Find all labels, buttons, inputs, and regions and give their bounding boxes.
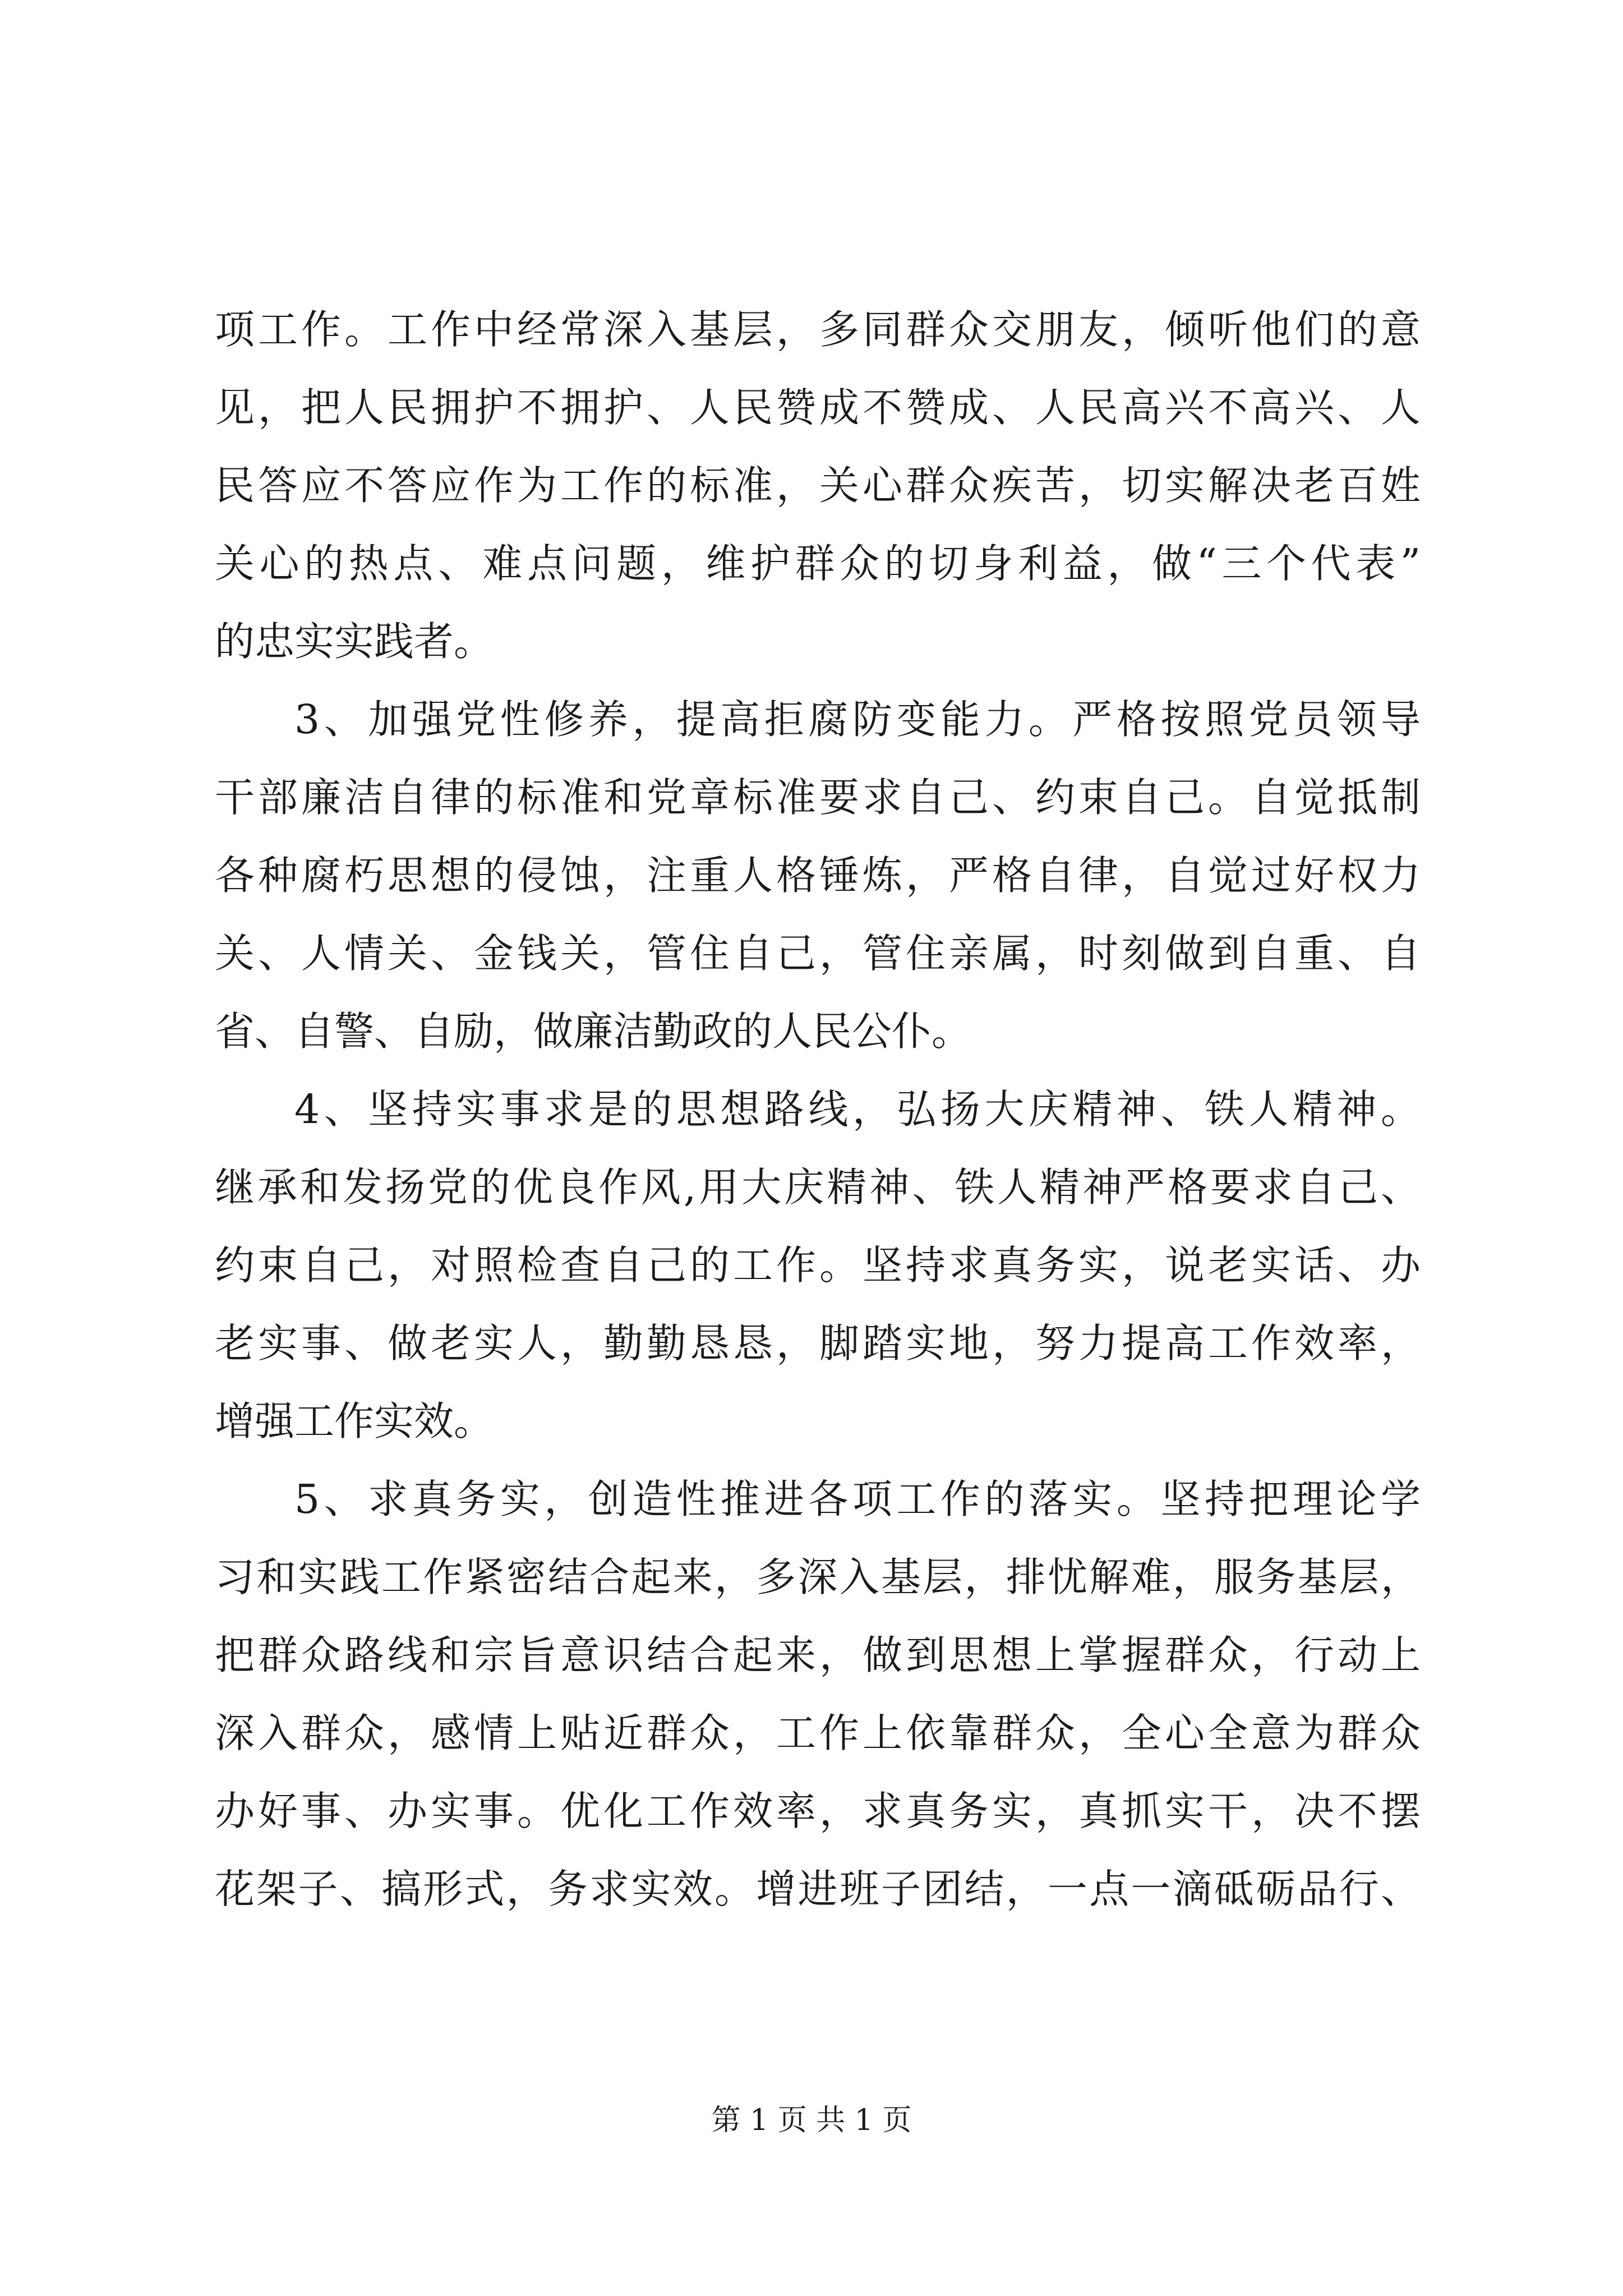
text-line: 4、坚持实事求是的思想路线，弘扬大庆精神、铁人精神。 [294,1086,1421,1133]
text-line: 省、自警、自励，做廉洁勤政的人民公仆。 [215,1008,972,1055]
text-line: 增强工作实效。 [215,1398,494,1444]
text-line: 项工作。工作中经常深入基层，多同群众交朋友，倾听他们的意 [215,306,1421,353]
text-line: 各种腐朽思想的侵蚀，注重人格锤炼，严格自律，自觉过好权力 [215,852,1421,899]
text-line: 深入群众，感情上贴近群众，工作上依靠群众，全心全意为群众 [215,1710,1421,1756]
text-line: 见，把人民拥护不拥护、人民赞成不赞成、人民高兴不高兴、人 [215,384,1421,431]
text-line: 老实事、做老实人，勤勤恳恳，脚踏实地，努力提高工作效率， [215,1320,1421,1366]
text-line: 约束自己，对照检查自己的工作。坚持求真务实，说老实话、办 [215,1242,1421,1289]
page-footer: 第 1 页 共 1 页 [711,2104,912,2137]
text-line: 继承和发扬党的优良作风,用大庆精神、铁人精神严格要求自己、 [215,1164,1421,1211]
text-line: 办好事、办实事。优化工作效率，求真务实，真抓实干，决不摆 [215,1788,1421,1834]
text-line: 关心的热点、难点问题，维护群众的切身利益，做“三个代表” [215,540,1421,587]
text-line: 关、人情关、金钱关，管住自己，管住亲属，时刻做到自重、自 [215,930,1421,977]
text-line: 民答应不答应作为工作的标准，关心群众疾苦，切实解决老百姓 [215,462,1421,509]
text-line: 3、加强党性修养，提高拒腐防变能力。严格按照党员领导 [294,696,1421,743]
text-line: 习和实践工作紧密结合起来，多深入基层，排忧解难，服务基层， [215,1554,1421,1600]
body-text [215,291,1421,1928]
text-line: 干部廉洁自律的标准和党章标准要求自己、约束自己。自觉抵制 [215,774,1421,821]
text-line: 的忠实实践者。 [215,618,494,665]
text-line: 5、求真务实，创造性推进各项工作的落实。坚持把理论学 [294,1476,1421,1522]
text-line: 花架子、搞形式，务求实效。增进班子团结，一点一滴砥砺品行、 [215,1866,1421,1912]
text-line: 把群众路线和宗旨意识结合起来，做到思想上掌握群众，行动上 [215,1632,1421,1678]
